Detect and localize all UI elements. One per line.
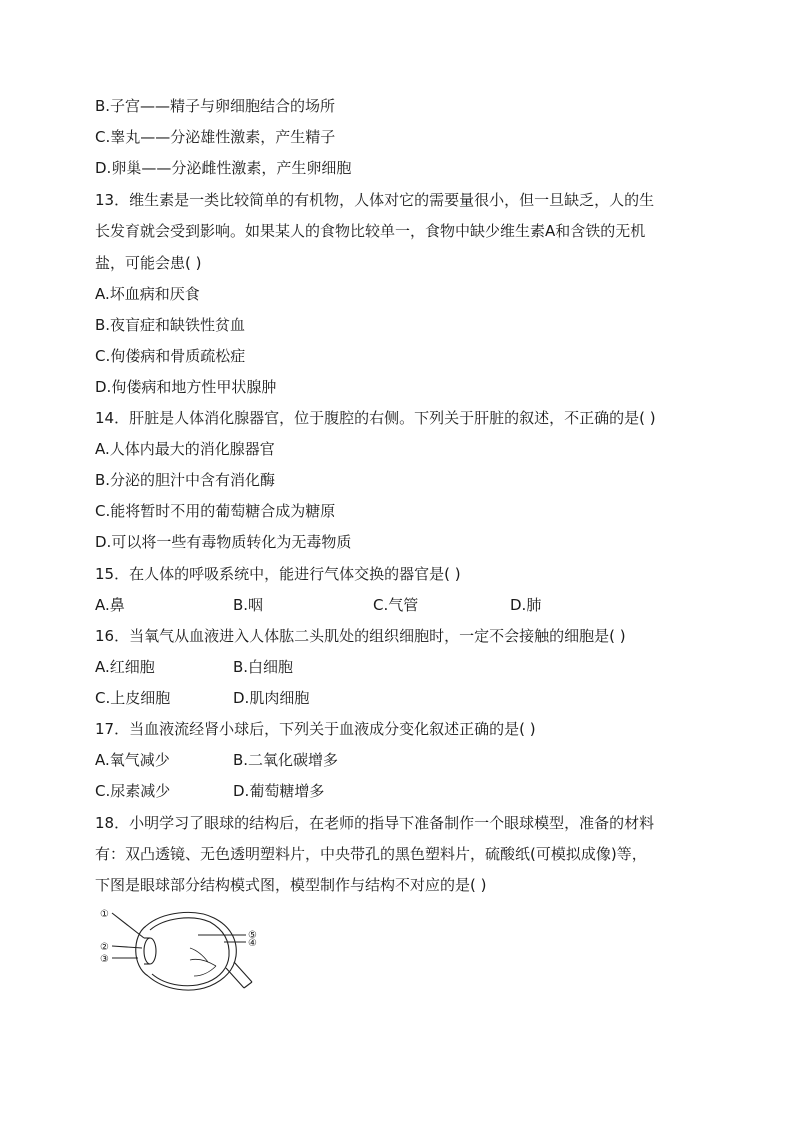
q18-stem-line3: 下图是眼球部分结构模式图，模型制作与结构不对应的是( ) bbox=[95, 876, 487, 894]
q16-stem: 16．当氧气从血液进入人体肱二头肌处的组织细胞时，一定不会接触的细胞是( ) bbox=[95, 627, 626, 645]
q17-option-a: A.氧气减少 bbox=[95, 751, 170, 769]
label-2: ② bbox=[100, 942, 109, 953]
label-3: ③ bbox=[100, 954, 109, 965]
q14-option-a: A.人体内最大的消化腺器官 bbox=[95, 440, 275, 458]
q18-stem-line1: 18．小明学习了眼球的结构后，在老师的指导下准备制作一个眼球模型，准备的材料 bbox=[95, 814, 655, 832]
q17-stem: 17．当血液流经肾小球后，下列关于血液成分变化叙述正确的是( ) bbox=[95, 720, 536, 738]
label-1: ① bbox=[100, 909, 109, 920]
q12-option-c: C.睾丸——分泌雄性激素，产生精子 bbox=[95, 128, 336, 146]
q12-option-d: D.卵巢——分泌雌性激素，产生卵细胞 bbox=[95, 159, 352, 177]
q18-stem-line2: 有：双凸透镜、无色透明塑料片，中央带孔的黑色塑料片，硫酸纸(可模拟成像)等， bbox=[95, 845, 647, 863]
q17-option-d: D.葡萄糖增多 bbox=[233, 782, 325, 800]
q16-option-b: B.白细胞 bbox=[233, 658, 294, 676]
q16-option-c: C.上皮细胞 bbox=[95, 689, 171, 707]
eye-lens bbox=[144, 938, 156, 964]
q13-stem-line3: 盐，可能会患( ) bbox=[95, 254, 202, 272]
q17-option-c: C.尿素减少 bbox=[95, 782, 171, 800]
q17-option-b: B.二氧化碳增多 bbox=[233, 751, 339, 769]
q15-option-c: C.气管 bbox=[373, 596, 419, 614]
q13-option-c: C.佝偻病和骨质疏松症 bbox=[95, 347, 246, 365]
q16-option-d: D.肌肉细胞 bbox=[233, 689, 310, 707]
eye-optic-nerve bbox=[226, 962, 252, 988]
q15-option-b: B.咽 bbox=[233, 596, 264, 614]
q13-option-b: B.夜盲症和缺铁性贫血 bbox=[95, 316, 246, 334]
eye-retina bbox=[150, 918, 229, 986]
q14-stem: 14．肝脏是人体消化腺器官，位于腹腔的右侧。下列关于肝脏的叙述，不正确的是( ) bbox=[95, 409, 656, 427]
q15-stem: 15．在人体的呼吸系统中，能进行气体交换的器官是( ) bbox=[95, 565, 461, 583]
eyeball-structure-diagram bbox=[98, 904, 268, 996]
q15-option-d: D.肺 bbox=[510, 596, 542, 614]
q14-option-c: C.能将暂时不用的葡萄糖合成为糖原 bbox=[95, 502, 336, 520]
q13-option-d: D.佝偻病和地方性甲状腺肿 bbox=[95, 378, 277, 396]
q14-option-b: B.分泌的胆汁中含有消化酶 bbox=[95, 471, 276, 489]
q16-option-a: A.红细胞 bbox=[95, 658, 155, 676]
q13-stem-line2: 长发育就会受到影响。如果某人的食物比较单一，食物中缺少维生素A和含铁的无机 bbox=[95, 222, 646, 240]
q15-option-a: A.鼻 bbox=[95, 596, 125, 614]
label-4: ④ bbox=[248, 938, 257, 949]
q13-option-a: A.坏血病和厌食 bbox=[95, 285, 200, 303]
q14-option-d: D.可以将一些有毒物质转化为无毒物质 bbox=[95, 533, 352, 551]
label-5: ⑤ bbox=[248, 930, 257, 941]
q13-stem-line1: 13．维生素是一类比较简单的有机物，人体对它的需要量很小，但一旦缺乏，人的生 bbox=[95, 191, 655, 209]
q12-option-b: B.子宫——精子与卵细胞结合的场所 bbox=[95, 97, 336, 115]
